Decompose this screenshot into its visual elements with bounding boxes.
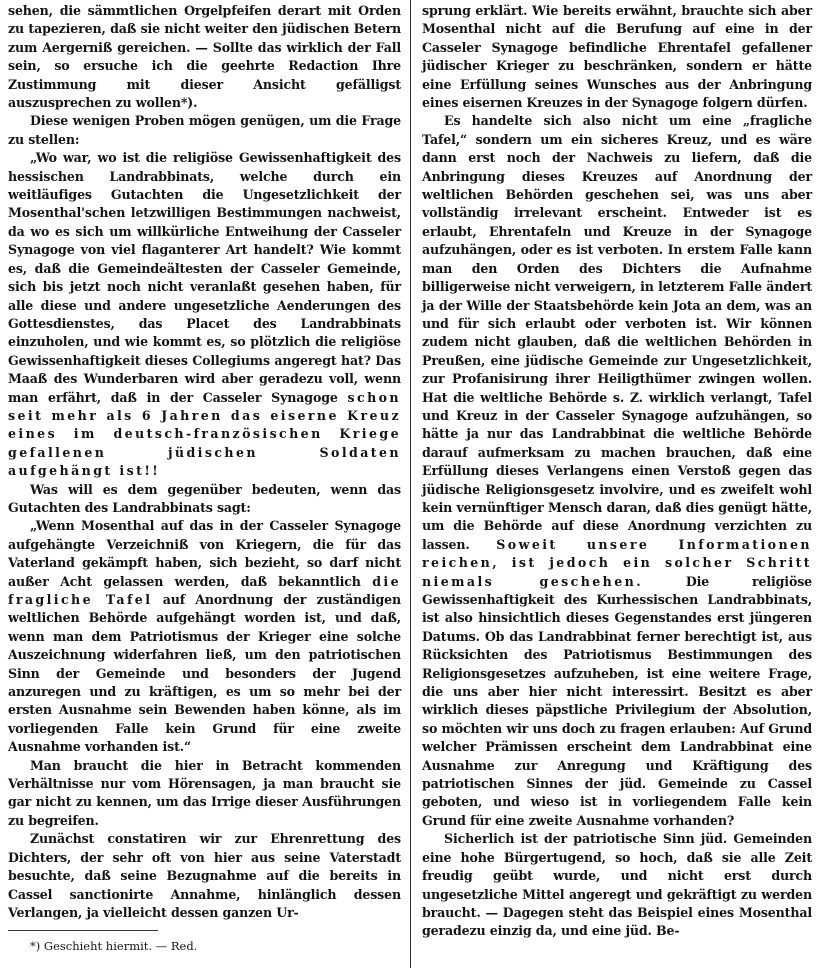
quote-text: auf Anordnung der zuständigen weltlichen Behörde aufgehängt worden ist, und daß, wenn man dem Patriotismus der Krieger eine solche Auszeichnung widerfahren ließ, um den patriotischen Sinn der Gemeinde und besonders der Jugend anzuregen und zu kräftigen, es um so mehr bei der ersten Ausnahme sein Bewenden haben könne, als im vorliegenden Falle kein Grund für eine zweite Ausnahme vorhanden ist.“ [8,592,401,755]
quote-text: „Wenn Mosenthal auf das in der Casseler Synagoge aufgehängte Verzeichniß von Kriegern, die für das Vaterland gekämpft haben, sich bezieht, so darf nicht außer Acht gelassen werden, daß bekanntlich [8,518,401,589]
paragraph: sehen, die sämmtlichen Orgelpfeifen derart mit Orden zu tapezieren, daß sie nicht weiter den jüdischen Betern zum Aergerniß gereichen. — Sollte das wirklich der Fall sein, so ersuche ich die geehrte Redaction Ihre Zustimmung mit dieser Ansicht gefälligst auszusprechen zu wollen*). [8,3,401,111]
footnote-divider [8,930,158,931]
paragraph [422,112,812,830]
right-column [422,2,812,941]
paragraph: Sicherlich ist der patriotische Sinn jüd. Gemeinden eine hohe Bürgertugend, so hoch, daß sie alle Zeit freudig geübt wurde, und nicht erst durch ungesetzliche Mittel angeregt und gekräftigt zu werden braucht. — Dagegen steht das Beispiel eines Mosenthal geradezu einzig da, und eine jüd. Be- [422,831,812,939]
body-text: Es handelte sich also nicht um eine „fragliche Tafel,“ sondern um ein sicheres Kreuz, und es wäre dann erst noch der Nachweis zu liefern, daß die Anbringung dieses Kreuzes auf Anordnung der weltlichen Behörden geschehen sei, was uns aber vollständig irrelevant erscheint. Entweder ist es erlaubt, Ehrentafeln und Kreuze in der Synagoge aufzuhängen, oder es ist verboten. In erstem Falle kann man den Orden des Dichters die Aufnahme billigerweise nicht verweigern, in letzterem Falle ändert ja der Wille der Staatsbehörde kein Jota an dem, was an und für sich erlaubt oder verboten ist. Wir können zudem nicht glauben, daß die weltlichen Behörden in Preußen, eine jüdische Gemeinde zur Ungesetzlichkeit, zur Profanisirung ihrer Heiligthümer zwingen wollen. Hat die weltliche Behörde s. Z. wirklich verlangt, Tafel und Kreuz in der Casseler Synagoge aufzuhängen, so hätte ja nur das Landrabbinat die weltliche Behörde darauf aufmerksam zu machen brauchen, daß eine Erfüllung dieses Verlangens einen Verstoß gegen das jüdische Religionsgesetz involvire, und es zweifelt wohl kein vernünftiger Mensch daran, daß dies genügt hätte, um die Behörde auf diese Anordnung verzichten zu lassen. [422,113,812,552]
emphasized-text: schon seit mehr als 6 Jahren das eiserne Kreuz eines im deutsch-französischen Kriege gefallenen jüdischen Soldaten aufgehängt ist!! [8,389,401,479]
paragraph: Was will es dem gegenüber bedeuten, wenn das Gutachten des Landrabbinats sagt: [8,481,401,515]
paragraph: Man braucht die hier in Betracht kommenden Verhältnisse nur vom Hörensagen, ja man braucht sie gar nicht zu kennen, um das Irrige dieser Ausführungen zu begreifen. [8,757,401,828]
quote-text: „Wo war, wo ist die religiöse Gewissenhaftigkeit des hessischen Landrabbinats, welche durch ein weitläufiges Gutachten die Ungesetzlichkeit der Mosenthal'schen letzwilligen Bestimmungen nachweist, da wo es sich um willkürliche Entweihung der Casseler Synagoge von viel flaganterer Art handelt? Wie kommt es, daß die Gemeindeältesten der Casseler Gemeinde, sich bis jetzt noch nicht veranlaßt gesehen haben, für alle diese und andere ungesetzliche Aenderungen des Gottesdienstes, das Placet des Landrabbinats einzuholen, und wie kommt es, so plötzlich die religiöse Gewissenhaftigkeit dieses Collegiums angeregt hat? Das Maaß des Wunderbaren wird aber geradezu voll, wenn man erfährt, daß in der Casseler Synagoge [8,150,401,405]
column-divider [410,0,411,968]
quote-paragraph [8,517,401,756]
paragraph: Diese wenigen Proben mögen genügen, um die Frage zu stellen: [8,113,401,147]
quote-paragraph [8,149,401,480]
left-column [8,2,401,922]
emphasized-text: die fragliche Tafel [8,573,401,607]
emphasized-text: Soweit unsere Informationen reichen, ist jedoch ein solcher Schritt niemals geschehen. [422,536,812,589]
body-text: Die religiöse Gewissenhaftigkeit des Kurhessischen Landrabbinats, ist also hinsichtlich dieses Gegenstandes erst jüngeren Datums. Ob das Landrabbinat ferner berechtigt ist, aus Rücksichten des Patriotismus Bestimmungen des Religionsgesetzes aufzuheben, ist eine weitere Frage, die uns aber hier nicht interessirt. Besitzt es aber wirklich dieses päpstliche Privilegium der Absolution, so möchten wir uns doch zu fragen erlauben: Auf Grund welcher Prämissen erscheint dem Landrabbinat eine Ausnahme zur Anregung und Kräftigung des patriotischen Sinnes der jüd. Gemeinde zu Cassel geboten, und wieso ist in vorliegendem Falle kein Grund für eine zweite Ausnahme vorhanden? [422,573,812,828]
footnote: *) Geschieht hiermit. — Red. [30,939,198,953]
paragraph: sprung erklärt. Wie bereits erwähnt, brauchte sich aber Mosenthal nicht auf die Berufung auf eine in der Casseler Synagoge befindliche Ehrentafel gefallener jüdischer Krieger zu beschränken, sondern er hätte eine Erfüllung seines Wunsches aus der Anbringung eines eisernen Kreuzes in der Synagoge folgern dürfen. [422,3,812,111]
paragraph: Zunächst constatiren wir zur Ehrenrettung des Dichters, der sehr oft von hier aus seine Vaterstadt besuchte, daß seine Bezugnahme auf die bereits in Cassel sanctionirte Annahme, hinlänglich dessen Verlangen, ja vielleicht dessen ganzen Ur- [8,831,401,920]
